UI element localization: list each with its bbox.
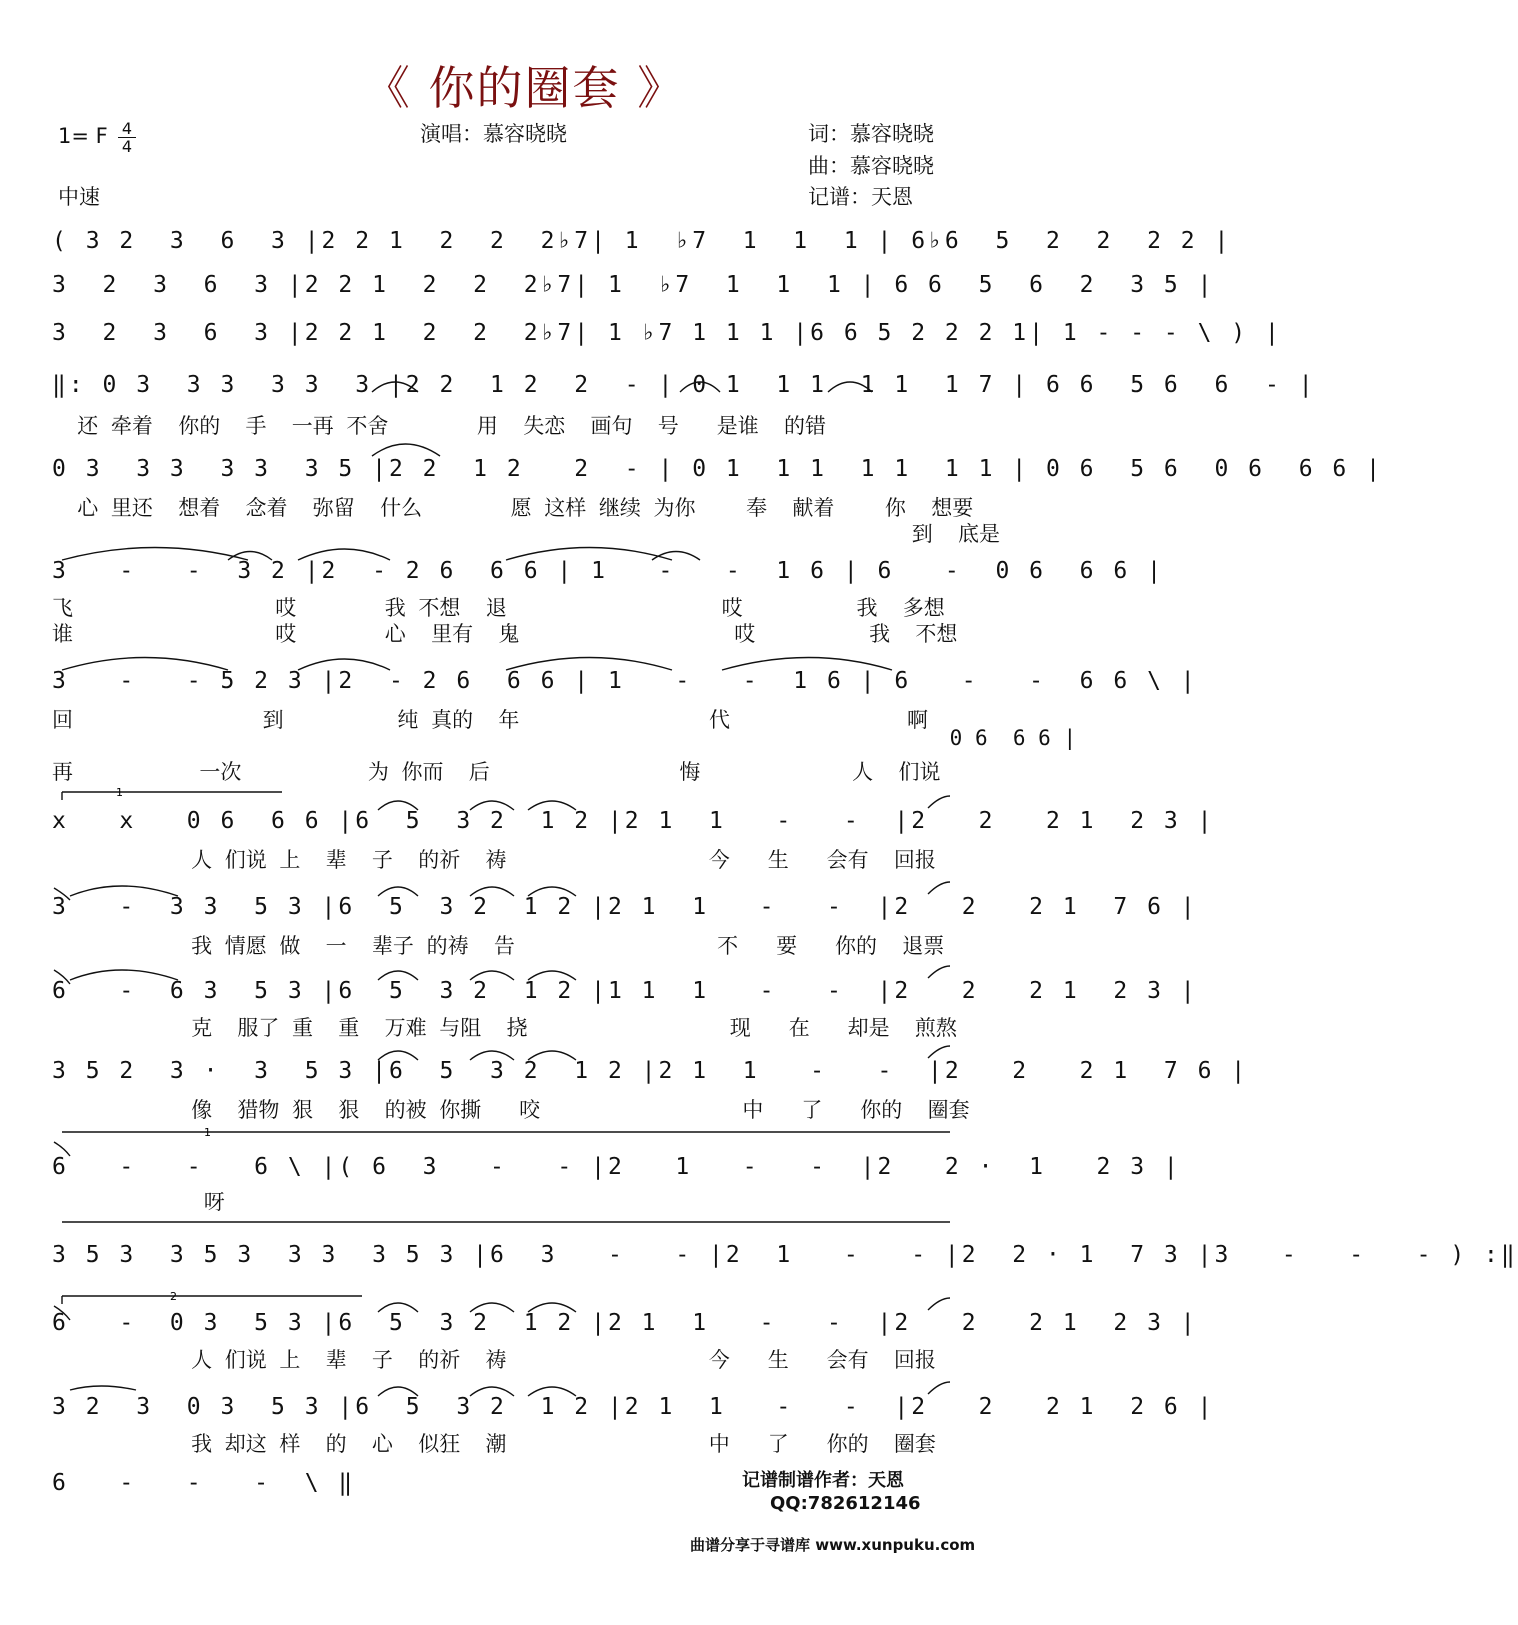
- notation-line: ‖: 0 3 3 3 3 3 3 |2 2 1 2 2 - | 0 1 1 1 1 1 1 7 | 6 6 5 6 6 - |: [52, 372, 1316, 398]
- slur-mark: [928, 966, 950, 978]
- slur-mark: [928, 796, 950, 808]
- lyric-line: 谁 哎 心 里有 鬼 哎 我 不想: [52, 622, 958, 646]
- notation-line: 3 - - 3 2 |2 - 2 6 6 6 | 1 - - 1 6 | 6 - 0 6 6 6 |: [52, 558, 1164, 584]
- notation-line: 3 2 3 6 3 |2 2 1 2 2 2♭7| 1 ♭7 1 1 1 | 6 6 5 6 2 3 5 |: [52, 272, 1215, 298]
- transcriber-credit: 记谱：天恩: [808, 185, 913, 209]
- notation-line: 6 - - - \ ‖: [52, 1470, 356, 1496]
- tempo-marking: 中速: [58, 185, 100, 209]
- slur-mark: [928, 882, 950, 894]
- slur-mark: [54, 1142, 70, 1156]
- slur-mark: [828, 382, 872, 392]
- volta-number-1: 1: [116, 786, 123, 799]
- slur-mark: [378, 1303, 418, 1312]
- slur-mark: [528, 1303, 576, 1312]
- bracket-group: [62, 792, 950, 1304]
- lyric-line: 心 里还 想着 念着 弥留 什么 愿 这样 继续 为你 奉 献着 你 想要: [52, 496, 974, 520]
- lyricist-credit: 词：慕容晓晓: [808, 122, 934, 146]
- lyric-line: 0 6 6 6 |: [52, 726, 1077, 750]
- notation-line: x x 0 6 6 6 |6 5 3 2 1 2 |2 1 1 - - |2 2 2 1 2 3 |: [52, 808, 1215, 834]
- slur-mark: [70, 1386, 136, 1390]
- slur-mark: [528, 801, 576, 810]
- slur-mark: [528, 971, 576, 980]
- slur-mark: [228, 552, 272, 561]
- volta-number-2: 2: [170, 1290, 177, 1303]
- lyric-line: 再 一次 为 你而 后 悔 人 们说: [52, 760, 941, 784]
- slur-mark: [62, 548, 248, 561]
- notation-line: 6 - 6 3 5 3 |6 5 3 2 1 2 |1 1 1 - - |2 2 2 1 2 3 |: [52, 978, 1198, 1004]
- footer-author: 记谱制谱作者：天恩: [742, 1470, 904, 1491]
- key-signature: 1= F: [58, 124, 108, 148]
- slur-mark: [54, 888, 70, 900]
- slur-mark: [528, 1387, 576, 1396]
- notation-line: 3 5 2 3 · 3 5 3 |6 5 3 2 1 2 |2 1 1 - - |2 2 2 1 7 6 |: [52, 1058, 1249, 1084]
- slur-mark: [722, 658, 892, 671]
- slur-mark: [470, 1387, 514, 1396]
- slur-group: [54, 382, 950, 1396]
- notation-line: ( 3 2 3 6 3 |2 2 1 2 2 2♭7| 1 ♭7 1 1 1 | 6♭6 5 2 2 2 2 |: [52, 228, 1232, 254]
- slur-mark: [54, 1306, 70, 1320]
- slur-mark: [470, 971, 514, 980]
- slur-mark: [470, 1051, 514, 1060]
- slur-mark: [928, 1046, 950, 1058]
- lyric-line: 我 却这 样 的 心 似狂 潮 中 了 你的 圈套: [52, 1432, 936, 1456]
- lyric-line: 飞 哎 我 不想 退 哎 我 多想: [52, 596, 945, 620]
- song-title: 《 你的圈套 》: [363, 61, 686, 115]
- lyric-line: 像 猎物 狠 狠 的被 你撕 咬 中 了 你的 圈套: [52, 1098, 970, 1122]
- slur-mark: [506, 658, 672, 671]
- slur-mark: [378, 887, 418, 896]
- notation-line: 3 5 3 3 5 3 3 3 3 5 3 |6 3 - - |2 1 - - |2 2 · 1 7 3 |3 - - - ) :‖: [52, 1242, 1518, 1268]
- slur-mark: [652, 552, 700, 561]
- lyric-line: 呀: [52, 1190, 225, 1214]
- notation-line: 3 - - 5 2 3 |2 - 2 6 6 6 | 1 - - 1 6 | 6 - - 6 6 \ |: [52, 668, 1198, 694]
- lyric-line: 回 到 纯 真的 年 代 啊: [52, 708, 929, 732]
- slur-mark: [506, 548, 672, 561]
- footer-share-link[interactable]: 曲谱分享于寻谱库 www.xunpuku.com: [690, 1536, 976, 1554]
- lyric-line: 人 们说 上 辈 子 的祈 祷 今 生 会有 回报: [52, 1348, 936, 1372]
- lyric-line: 我 情愿 做 一 辈子 的祷 告 不 要 你的 退票: [52, 934, 945, 958]
- slur-mark: [470, 887, 514, 896]
- slur-mark: [928, 1382, 950, 1394]
- notation-line: 3 2 3 6 3 |2 2 1 2 2 2♭7| 1 ♭7 1 1 1 |6 6 5 2 2 2 1| 1 - - - \ ) |: [52, 320, 1282, 346]
- lyric-line: 到 底是: [52, 522, 1001, 546]
- slur-mark: [470, 1303, 514, 1312]
- lyric-line: 还 牵着 你的 手 一再 不舍 用 失恋 画句 号 是谁 的错: [52, 414, 827, 438]
- singer-credit: 演唱：慕容晓晓: [420, 122, 567, 146]
- slur-mark: [378, 1387, 418, 1396]
- lyric-line: 人 们说 上 辈 子 的祈 祷 今 生 会有 回报: [52, 848, 936, 872]
- time-signature: $\frac{4}{4}$: [118, 120, 136, 155]
- slur-mark: [70, 886, 178, 896]
- notation-line: 6 - - 6 \ |( 6 3 - - |2 1 - - |2 2 · 1 2 3 |: [52, 1154, 1181, 1180]
- slur-mark: [372, 382, 418, 392]
- slur-mark: [70, 970, 178, 980]
- notation-line: 6 - 0 3 5 3 |6 5 3 2 1 2 |2 1 1 - - |2 2 2 1 2 3 |: [52, 1310, 1198, 1336]
- lyric-line: 克 服了 重 重 万难 与阻 挠 现 在 却是 煎熬: [52, 1016, 957, 1040]
- slur-mark: [298, 549, 390, 560]
- notation-line: 3 2 3 0 3 5 3 |6 5 3 2 1 2 |2 1 1 - - |2 2 2 1 2 6 |: [52, 1394, 1215, 1420]
- slur-mark: [470, 801, 514, 810]
- notation-line: 0 3 3 3 3 3 3 5 |2 2 1 2 2 - | 0 1 1 1 1 1 1 1 | 0 6 5 6 0 6 6 6 |: [52, 456, 1383, 482]
- slur-mark: [372, 444, 440, 456]
- slur-mark: [378, 801, 418, 810]
- volta-number-1: 1: [204, 1126, 211, 1139]
- slur-mark: [62, 658, 228, 671]
- slur-mark: [928, 1298, 950, 1310]
- slur-mark: [378, 1051, 418, 1060]
- slur-mark: [528, 887, 576, 896]
- slur-mark: [528, 1051, 576, 1060]
- footer-qq: QQ:782612146: [770, 1493, 921, 1514]
- slur-mark: [54, 970, 70, 984]
- slur-mark: [298, 659, 390, 670]
- slur-mark: [378, 971, 418, 980]
- composer-credit: 曲：慕容晓晓: [808, 154, 934, 178]
- slur-mark: [680, 382, 720, 392]
- notation-line: 3 - 3 3 5 3 |6 5 3 2 1 2 |2 1 1 - - |2 2 2 1 7 6 |: [52, 894, 1198, 920]
